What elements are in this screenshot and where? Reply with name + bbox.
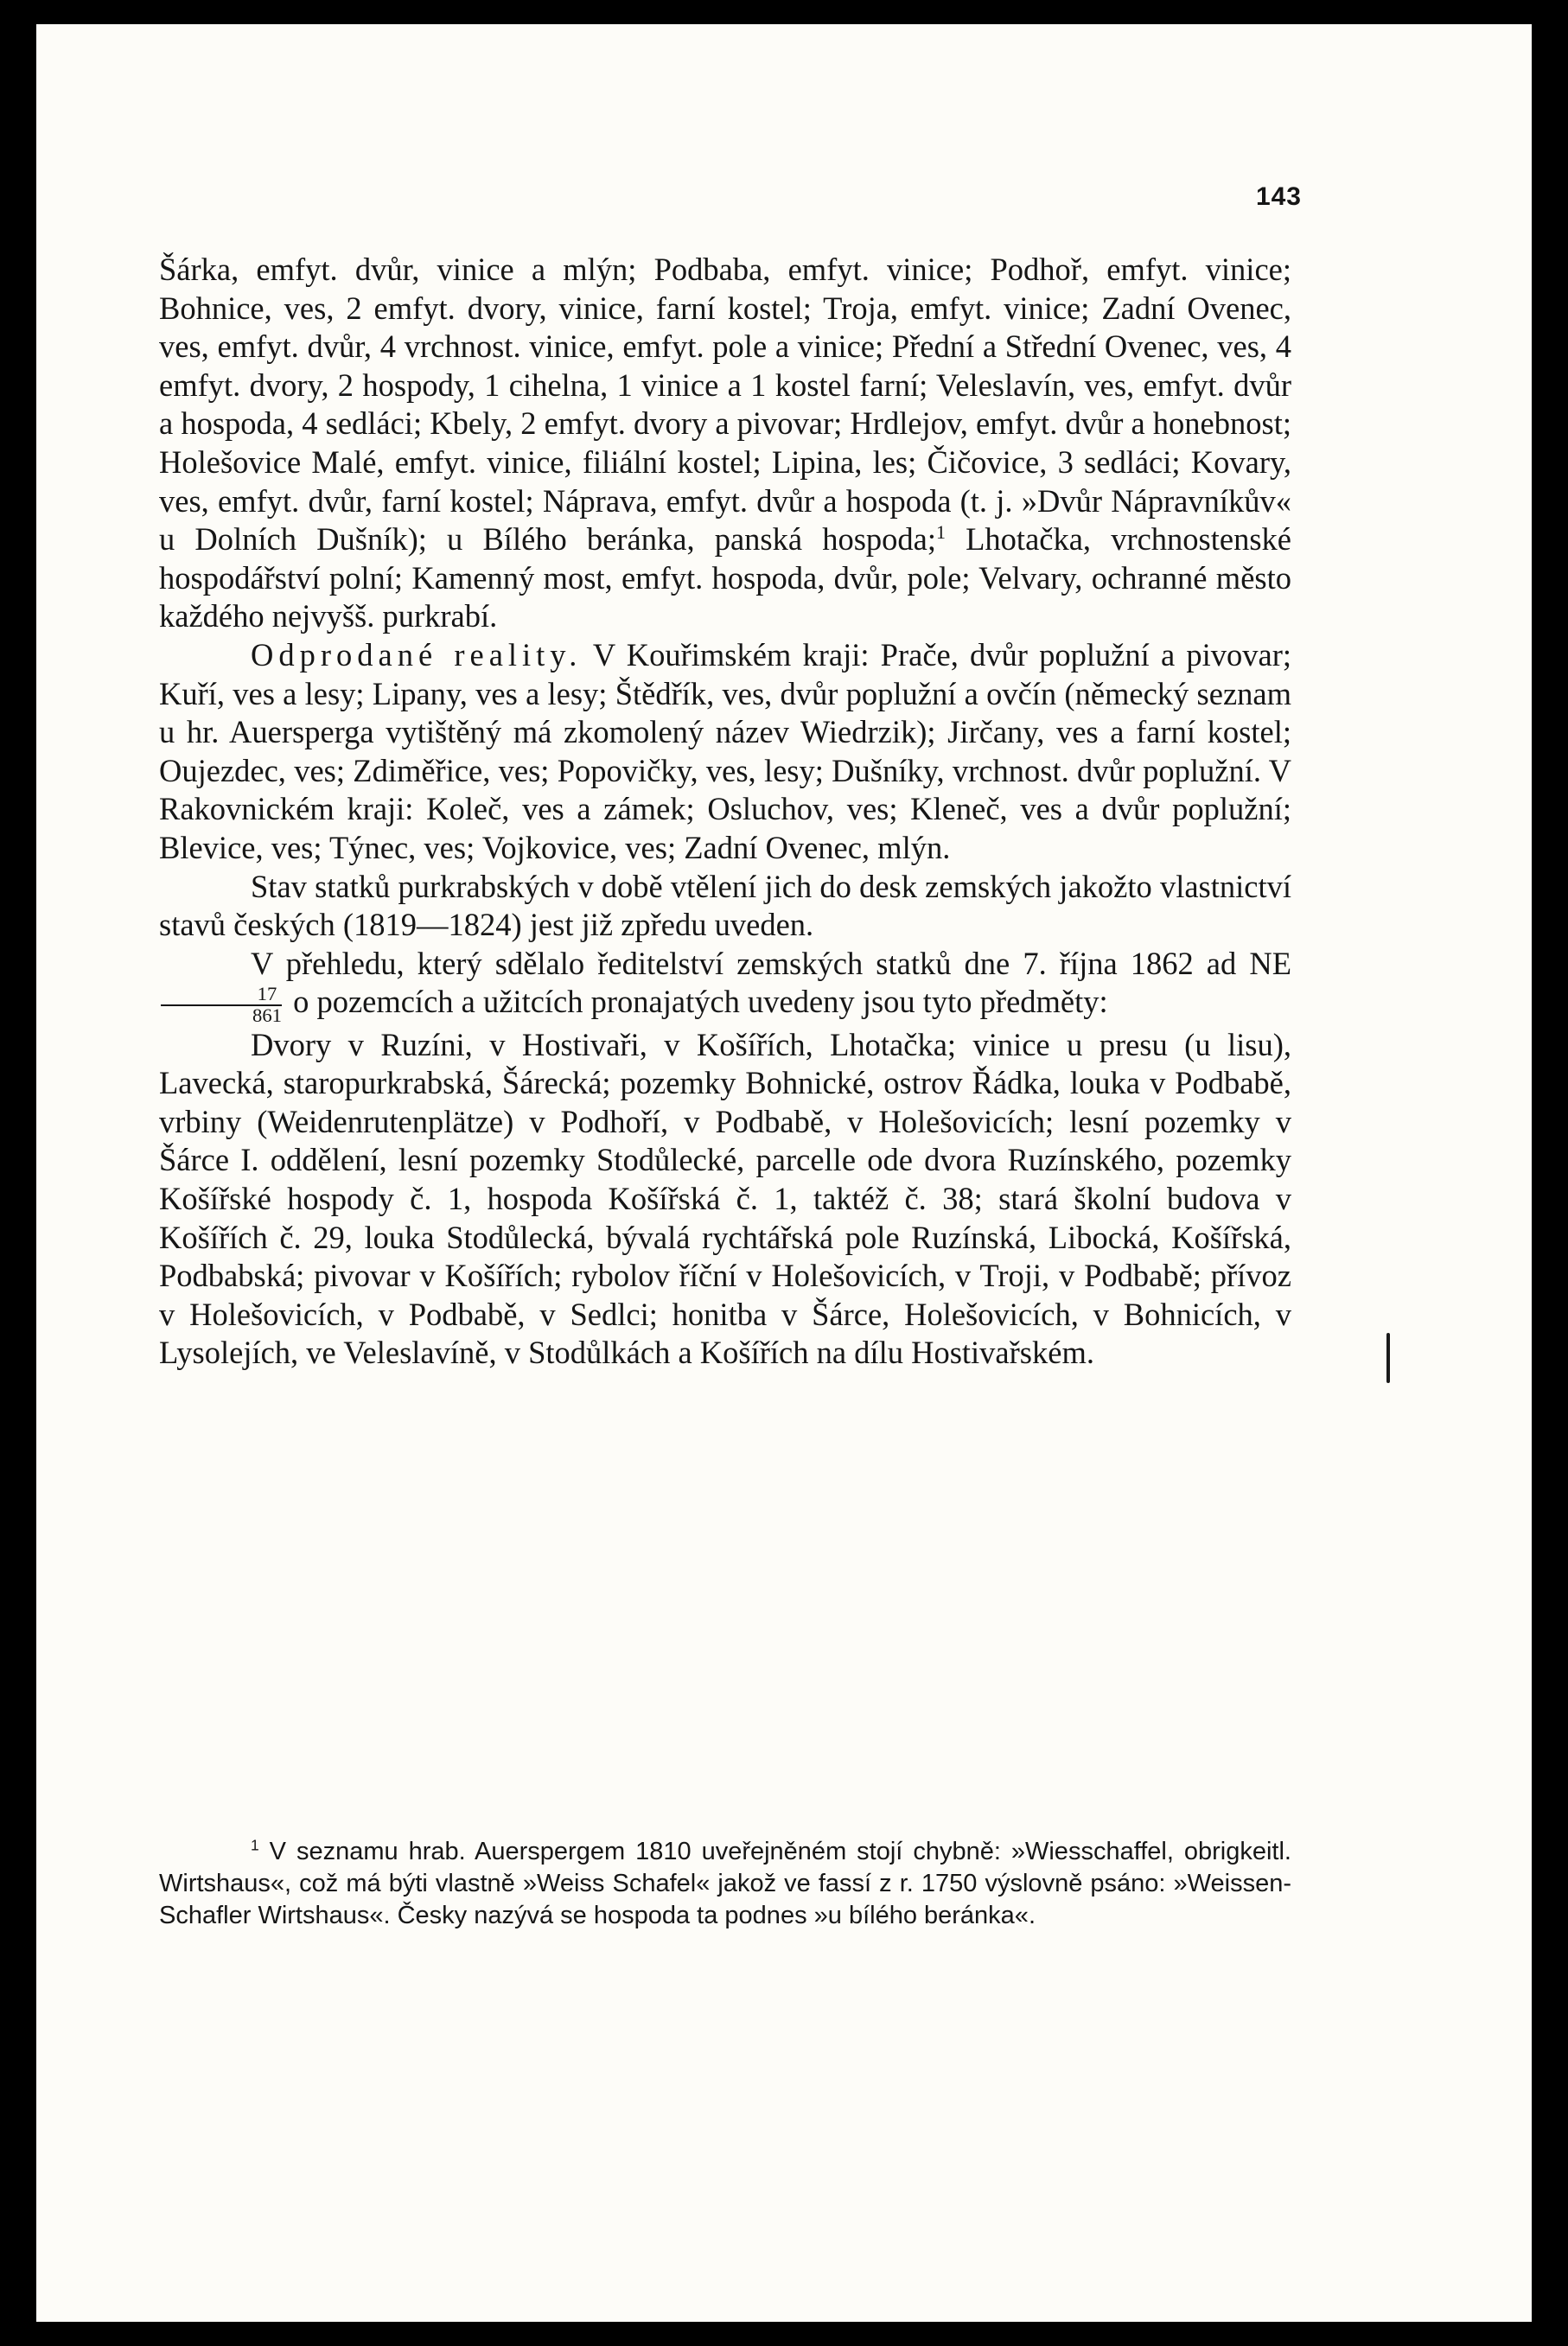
file-number-fraction [161, 985, 282, 1025]
footnote-marker: 1 [251, 1836, 259, 1854]
margin-bracket-mark [1386, 1333, 1390, 1383]
footnote-paragraph [159, 1836, 1291, 1932]
section-heading-sold-realities: Odprodané reality. [251, 636, 583, 673]
paragraph-overview [159, 945, 1291, 1026]
paragraph-estate-list-end: Lhotačka, vrchnostenské hospodářství polní; Kamenný most, emfyt. hospoda, dvůr, pole; Velvary, ochranné město každého nejvyšš. purkrabí. [159, 521, 1292, 634]
paragraph-leased-items: Dvory v Ruzíni, v Hostivaři, v Košířích, Lhotačka; vinice u presu (u lisu), Lavecká, staropurkrabská, Šárecká; pozemky Bohnické, ostrov Řádka, louka v Podbabě, vrbiny (Weidenrutenplätze) v Podhoří, v Podbabě, v Holešovicích; lesní pozemky v Šárce I. oddělení, lesní pozemky Stodůlecké, parcelle ode dvora Ruzínského, pozemky Košířské hospody č. 1, hospoda Košířská č. 1, taktéž č. 38; stará školní budova v Košířích č. 29, louka Stodůlecká, bývalá rychtářská pole Ruzínská, Libocká, Košířská, Podbabská; pivovar v Košířích; rybolov říční v Holešovicích, v Troji, v Podbabě; přívoz v Holešovicích, v Podbabě, v Sedlci; honitba v Šárce, Holešovicích, v Bohnicích, v Lysolejích, ve Veleslavíně, v Stodůlkách a Košířích na dílu Hostivařském. [159, 1026, 1291, 1371]
footnote-reference: 1 [936, 521, 946, 543]
fraction-denominator: 861 [252, 1004, 282, 1026]
book-page [36, 24, 1532, 2322]
page-number: 143 [1255, 182, 1302, 211]
fraction-numerator: 17 [161, 985, 282, 1006]
paragraph-overview-end: o pozemcích a užitcích pronajatých uvedeny jsou tyto předměty: [284, 984, 1108, 1020]
paragraph-overview-start: V přehledu, který sdělalo ředitelství zemských statků dne 7. října 1862 ad NE [251, 945, 1291, 981]
footnote-text: V seznamu hrab. Auerspergem 1810 uveřejněném stojí chybně: »Wiesschaffel, obrigkeitl. Wirtshaus«, což má býti vlastně »Weiss Schafel« jakož ve fassí z r. 1750 výslovně psáno: »Weissen-Schafler Wirtshaus«. Česky nazývá se hospoda ta podnes »u bílého beránka«. [159, 1838, 1291, 1929]
paragraph-estate-list [159, 251, 1291, 636]
body-text [159, 251, 1291, 1373]
paragraph-estate-list-text: Šárka, emfyt. dvůr, vinice a mlýn; Podbaba, emfyt. vinice; Podhoř, emfyt. vinice; Bohnice, ves, 2 emfyt. dvory, vinice, farní kostel; Troja, emfyt. vinice; Zadní Ovenec, ves, emfyt. dvůr, 4 vrchnost. vinice, emfyt. pole a vinice; Přední a Střední Ovenec, ves, 4 emfyt. dvory, 2 hospody, 1 cihelna, 1 vinice a 1 kostel farní; Veleslavín, ves, emfyt. dvůr a hospoda, 4 sedláci; Kbely, 2 emfyt. dvory a pivovar; Hrdlejov, emfyt. dvůr a honebnost; Holešovice Malé, emfyt. vinice, filiální kostel; Lipina, les; Čičovice, 3 sedláci; Kovary, ves, emfyt. dvůr, farní kostel; Náprava, emfyt. dvůr a hospoda (t. j. »Dvůr Nápravníkův« u Dolních Dušník); u Bílého beránka, panská hospoda; [159, 252, 1291, 558]
paragraph-sold-realities [159, 636, 1291, 868]
paragraph-sold-realities-text: V Kouřimském kraji: Prače, dvůr poplužní a pivovar; Kuří, ves a lesy; Lipany, ves a lesy; Štědřík, ves, dvůr poplužní a ovčín (německý seznam u hr. Auersperga vytištěný má zkomolený název Wiedrzik); Jirčany, ves a farní kostel; Oujezdec, ves; Zdiměřice, ves; Popovičky, ves, lesy; Dušníky, vrchnost. dvůr poplužní. V Rakovnickém kraji: Koleč, ves a zámek; Osluchov, ves; Kleneč, ves a dvůr poplužní; Blevice, ves; Týnec, ves; Vojkovice, ves; Zadní Ovenec, mlýn. [159, 636, 1291, 865]
paragraph-state-of-estates: Stav statků purkrabských v době vtělení jich do desk zemských jakožto vlastnictví stavů českých (1819—1824) jest již zpředu uveden. [159, 868, 1291, 943]
footnote [159, 1836, 1291, 1932]
